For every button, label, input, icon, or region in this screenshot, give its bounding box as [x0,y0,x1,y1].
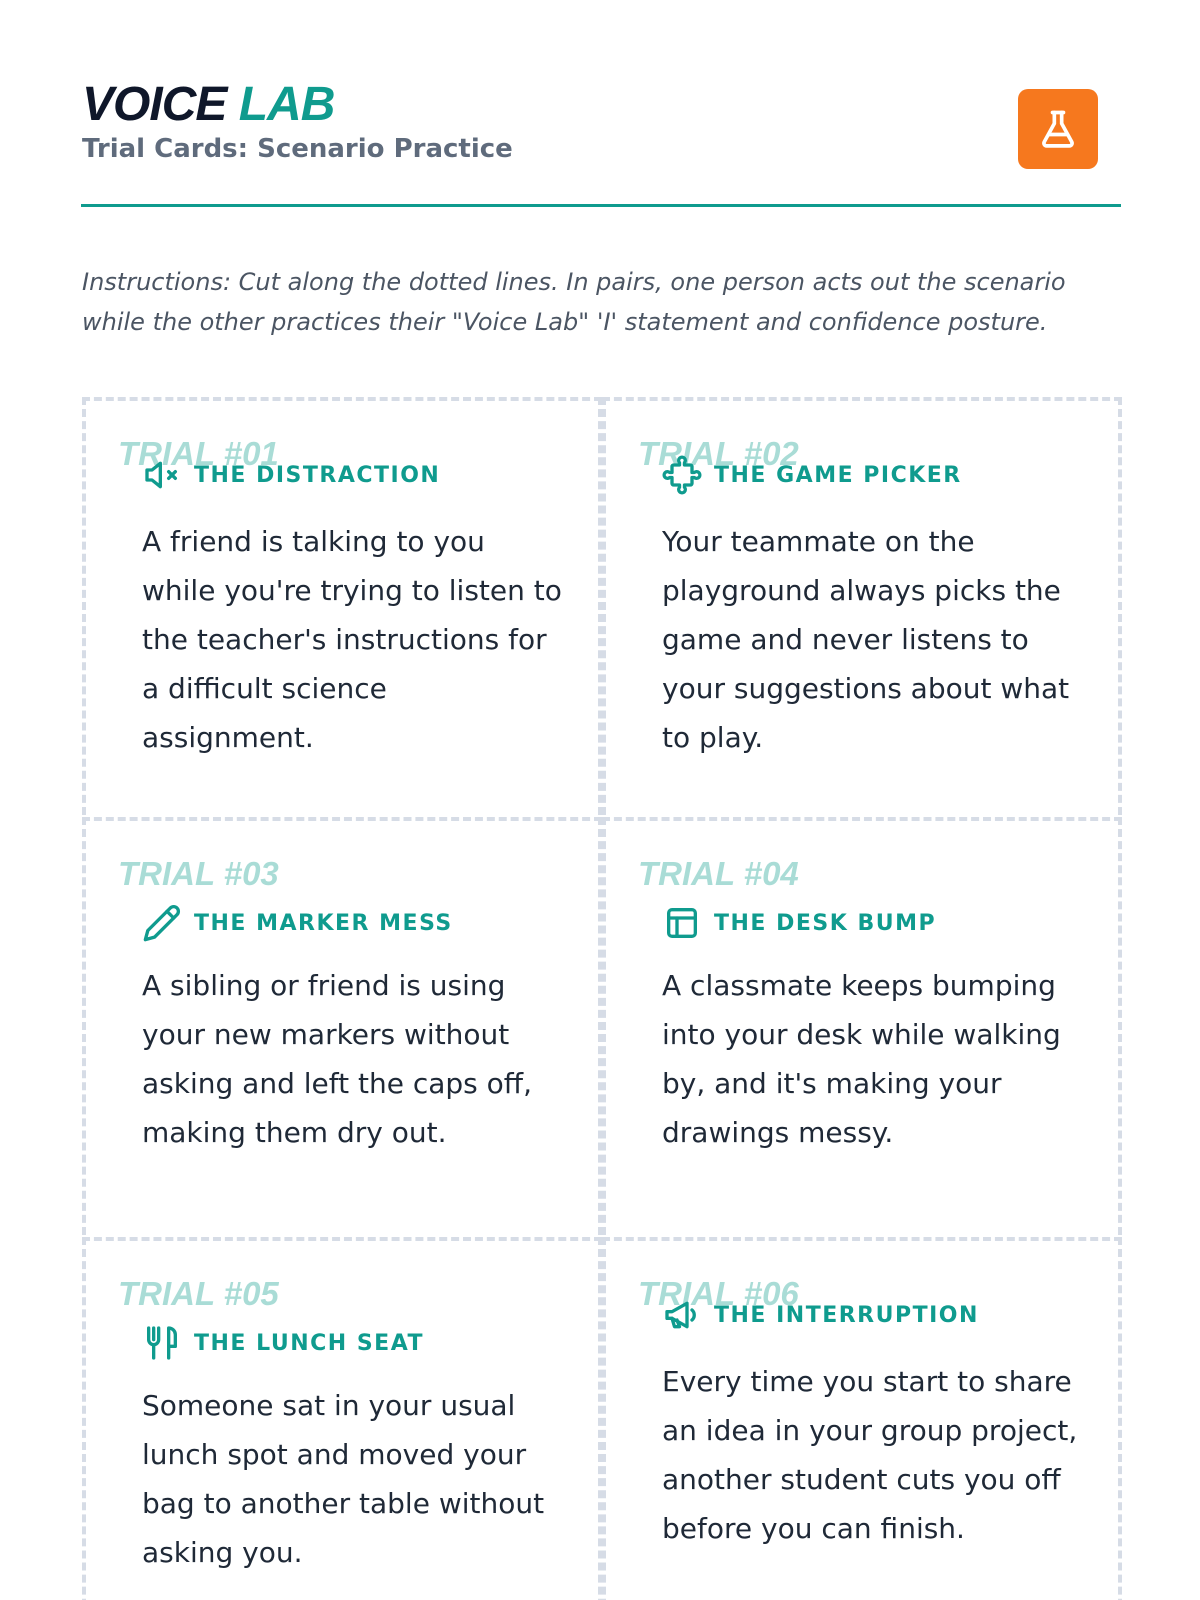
trial-title: THE INTERRUPTION [714,1302,979,1328]
trial-number: TRIAL #03 [118,855,279,892]
trial-scenario: Someone sat in your usual lunch spot and moved your bag to another table without asking you. [142,1389,545,1569]
trial-number: TRIAL #04 [638,855,799,892]
trial-card-04[interactable] [602,817,1122,1247]
trial-heading [660,1293,979,1337]
trial-number: TRIAL #05 [118,1275,279,1312]
trial-title: THE DISTRACTION [194,462,441,488]
brand-title-lab: LAB [238,78,335,131]
trial-heading [660,453,962,497]
brand-header [82,80,513,164]
flask-button[interactable] [1018,89,1098,169]
volume-mute-icon [140,453,184,497]
trial-heading [140,901,453,945]
trial-card-06[interactable] [602,1237,1122,1600]
trial-number: TRIAL #01 [118,435,279,472]
header-divider [81,204,1121,207]
trial-card-05[interactable] [82,1237,602,1600]
trial-card-02[interactable] [602,397,1122,827]
trial-scenario: A classmate keeps bumping into your desk while walking by, and it's making your drawings messy. [662,969,1061,1149]
trial-heading [140,1321,424,1365]
puzzle-icon [660,453,704,497]
trial-title: THE GAME PICKER [714,462,962,488]
trial-card-01[interactable] [82,397,602,827]
megaphone-icon [660,1293,704,1337]
layout-icon [660,901,704,945]
page-subtitle: Trial Cards: Scenario Practice [82,134,513,164]
trial-title: THE DESK BUMP [714,910,937,936]
trial-number: TRIAL #02 [638,435,799,472]
trial-card-grid [82,397,1122,1600]
trial-number: TRIAL #06 [638,1275,799,1312]
trial-card-03[interactable] [82,817,602,1247]
trial-scenario: Your teammate on the playground always picks the game and never listens to your suggestions about what to play. [662,525,1070,754]
trial-scenario: Every time you start to share an idea in your group project, another student cuts you off before you can finish. [662,1365,1078,1545]
trial-heading [140,453,440,497]
trial-title: THE MARKER MESS [194,910,453,936]
brand-title-voice: VOICE [82,78,227,131]
flask-icon [1036,107,1080,151]
trial-scenario: A friend is talking to you while you're trying to listen to the teacher's instructions for a difficult science assignment. [142,525,562,754]
trial-title: THE LUNCH SEAT [194,1330,425,1356]
instructions-text: Instructions: Cut along the dotted lines. In pairs, one person acts out the scenario while the other practices their "Voice Lab" 'I' statement and confidence posture. [82,268,1066,336]
trial-scenario: A sibling or friend is using your new markers without asking and left the caps off, making them dry out. [142,969,532,1149]
trial-heading [660,901,936,945]
utensils-icon [140,1321,184,1365]
pencil-icon [140,901,184,945]
brand-title [82,80,513,130]
